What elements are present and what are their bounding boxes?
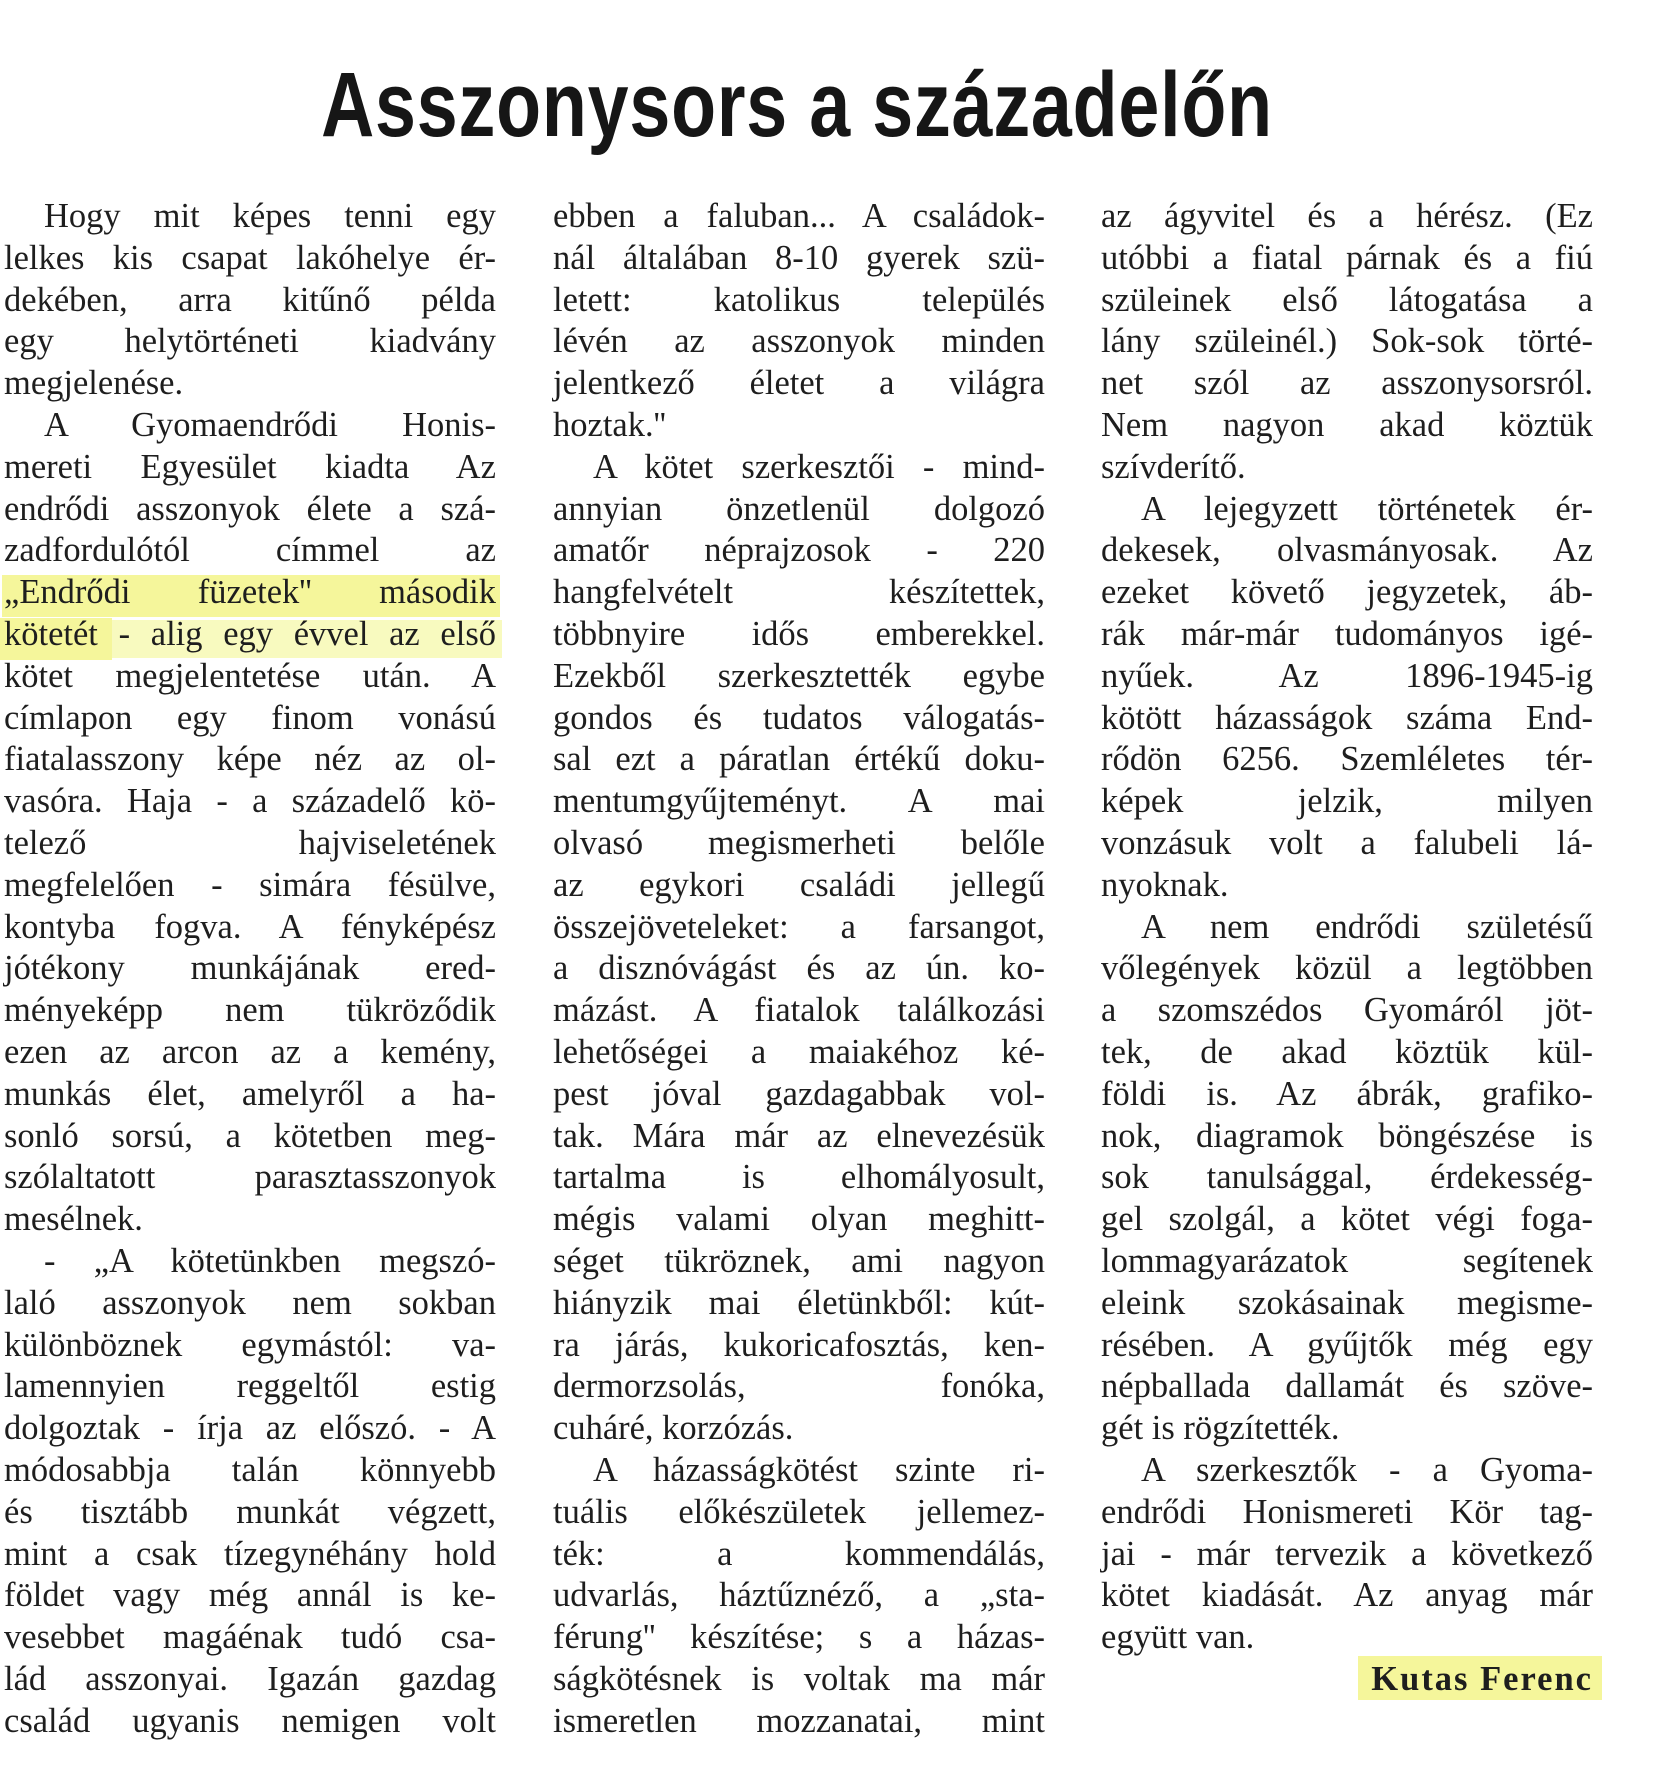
text-line: földi is. Az ábrák, grafiko- <box>1101 1074 1593 1113</box>
text-line: utóbbi a fiatal párnak és a fiú <box>1101 238 1593 277</box>
text-line: kötet kiadását. Az anyag már <box>1101 1576 1593 1615</box>
text-line: összejöveteleket: a farsangot, <box>553 907 1045 946</box>
byline: Kutas Ferenc <box>1371 1659 1593 1698</box>
text-line: - „A kötetünkben megszó- <box>44 1241 496 1280</box>
text-line: az ágyvitel és a hérész. (Ez <box>1101 197 1593 235</box>
text-line: lány szüleinél.) Sok-sok törté- <box>1101 322 1593 361</box>
text-line: kötetét - alig egy évvel az első <box>4 614 496 653</box>
text-line: a disznóvágást és az ún. ko- <box>553 949 1045 988</box>
text-line: vasóra. Haja - a századelő kö- <box>4 782 496 821</box>
text-line: nok, diagramok böngészése is <box>1101 1116 1593 1155</box>
text-line: ságkötésnek is voltak ma már <box>553 1659 1045 1698</box>
text-line: mint a csak tízegynéhány hold <box>4 1534 496 1573</box>
text-line: címlapon egy finom vonású <box>4 698 496 737</box>
text-line: cuháré, korzózás. <box>553 1409 794 1448</box>
text-line: dermorzsolás, fonóka, <box>553 1367 1045 1406</box>
text-line: hoztak.'' <box>553 405 667 444</box>
text-line: ezen az arcon az a kemény, <box>4 1032 496 1071</box>
text-line: lelkes kis csapat lakóhelye ér- <box>4 238 496 277</box>
text-line: lommagyarázatok segítenek <box>1101 1241 1593 1280</box>
text-line: vonzásuk volt a falubeli lá- <box>1101 823 1593 862</box>
text-line: földet vagy még annál is ke- <box>4 1576 496 1615</box>
text-line: pest jóval gazdagabbak vol- <box>553 1074 1045 1113</box>
text-line: nyűek. Az 1896-1945-ig <box>1101 656 1593 695</box>
text-line: ték: a kommendálás, <box>553 1534 1045 1573</box>
text-line: rődön 6256. Szemléletes tér- <box>1101 740 1593 779</box>
text-line: kontyba fogva. A fényképész <box>4 907 496 946</box>
text-line: vőlegények közül a legtöbben <box>1101 949 1593 988</box>
text-line: telező hajviseletének <box>4 823 496 862</box>
article-column-2 <box>553 196 1045 1742</box>
text-line: eleink szokásainak megisme- <box>1101 1283 1593 1322</box>
text-line: A Gyomaendrődi Honis- <box>44 405 496 444</box>
text-line: nál általában 8-10 gyerek szü- <box>553 238 1045 277</box>
text-line: sok tanulsággal, érdekesség- <box>1101 1158 1593 1197</box>
text-line: ebben a faluban... A családok- <box>553 197 1045 235</box>
text-line: gondos és tudatos válogatás- <box>553 698 1045 737</box>
text-line: mentumgyűjteményt. A mai <box>553 782 1045 821</box>
text-line: annyian önzetlenül dolgozó <box>553 489 1045 528</box>
text-line: az egykori családi jellegű <box>553 865 1045 904</box>
text-line: megjelenése. <box>4 364 184 403</box>
text-line: sal ezt a páratlan értékű doku- <box>553 740 1045 779</box>
text-line: laló asszonyok nem sokban <box>4 1283 496 1322</box>
article-column-3 <box>1101 196 1593 1701</box>
text-line: a szomszédos Gyomáról jöt- <box>1101 991 1593 1030</box>
text-line: gét is rögzítették. <box>1101 1409 1340 1448</box>
text-line: Nem nagyon akad köztük <box>1101 405 1593 444</box>
text-line: A házasságkötést szinte ri- <box>593 1450 1045 1489</box>
text-line: ezeket követő jegyzetek, áb- <box>1101 573 1593 612</box>
text-line: kötött házasságok száma End- <box>1101 698 1593 737</box>
text-line: különböznek egymástól: va- <box>4 1325 496 1364</box>
text-line: A nem endrődi születésű <box>1141 907 1593 946</box>
text-line: tartalma is elhomályosult, <box>553 1158 1045 1197</box>
text-line: jai - már tervezik a következő <box>1101 1534 1593 1573</box>
article-column-1 <box>4 196 496 1742</box>
text-line: család ugyanis nemigen volt <box>4 1701 496 1740</box>
text-line: endrődi Honismereti Kör tag- <box>1101 1492 1593 1531</box>
text-line: nyoknak. <box>1101 865 1229 904</box>
text-line: hiányzik mai életünkből: kút- <box>553 1283 1045 1322</box>
text-line: lehetőségei a maiakéhoz ké- <box>553 1032 1045 1071</box>
text-line: képek jelzik, milyen <box>1101 782 1593 821</box>
text-line: lévén az asszonyok minden <box>553 322 1045 361</box>
text-line: lád asszonyai. Igazán gazdag <box>4 1659 496 1698</box>
text-line: ismeretlen mozzanatai, mint <box>553 1701 1045 1740</box>
text-line: mázást. A fiatalok találkozási <box>553 991 1045 1030</box>
text-line: gel szolgál, a kötet végi foga- <box>1101 1200 1593 1239</box>
text-line: szüleinek első látogatása a <box>1101 280 1593 319</box>
text-line: mereti Egyesület kiadta Az <box>4 447 496 486</box>
text-line: férung'' készítése; s a házas- <box>553 1618 1045 1657</box>
text-line: résében. A gyűjtők még egy <box>1101 1325 1593 1364</box>
text-line: tek, de akad köztük kül- <box>1101 1032 1593 1071</box>
text-line: szívderítő. <box>1101 447 1246 486</box>
text-line: rák már-már tudományos igé- <box>1101 614 1593 653</box>
text-line: ményeképp nem tükröződik <box>4 991 496 1030</box>
text-line: tak. Mára már az elnevezésük <box>553 1116 1045 1155</box>
text-line: vesebbet magáénak tudó csa- <box>4 1618 496 1657</box>
text-line: amatőr néprajzosok - 220 <box>553 531 1045 570</box>
text-line: szólaltatott parasztasszonyok <box>4 1158 496 1197</box>
text-line: dekesek, olvasmányosak. Az <box>1101 531 1593 570</box>
text-line: népballada dallamát és szöve- <box>1101 1367 1593 1406</box>
text-line: jelentkező életet a világra <box>553 364 1045 403</box>
text-line: zadfordulótól címmel az <box>4 531 496 570</box>
text-line: ra járás, kukoricafosztás, ken- <box>553 1325 1045 1364</box>
text-line: A szerkesztők - a Gyoma- <box>1141 1450 1593 1489</box>
text-line: dekében, arra kitűnő példa <box>4 280 496 319</box>
text-line: endrődi asszonyok élete a szá- <box>4 489 496 528</box>
text-line: együtt van. <box>1101 1618 1255 1657</box>
text-line: Ezekből szerkesztették egybe <box>553 656 1045 695</box>
text-line: fiatalasszony képe néz az ol- <box>4 740 496 779</box>
text-line: megfelelően - simára fésülve, <box>4 865 496 904</box>
text-line: olvasó megismerheti belőle <box>553 823 1045 862</box>
text-line: tuális előkészületek jellemez- <box>553 1492 1045 1531</box>
text-line: hangfelvételt készítettek, <box>553 573 1045 612</box>
text-line: A lejegyzett történetek ér- <box>1141 489 1593 528</box>
text-line: és tisztább munkát végzett, <box>4 1492 496 1531</box>
text-line: A kötet szerkesztői - mind- <box>593 447 1045 486</box>
text-line: mesélnek. <box>4 1200 143 1239</box>
text-line: mégis valami olyan meghitt- <box>553 1200 1045 1239</box>
text-line: Hogy mit képes tenni egy <box>44 197 496 235</box>
text-line: kötet megjelentetése után. A <box>4 656 496 695</box>
text-line: sonló sorsú, a kötetben meg- <box>4 1116 496 1155</box>
text-line: egy helytörténeti kiadvány <box>4 322 496 361</box>
text-line: lamennyien reggeltől estig <box>4 1367 496 1406</box>
text-line: módosabbja talán könnyebb <box>4 1450 496 1489</box>
text-line: udvarlás, háztűznéző, a „sta- <box>553 1576 1045 1615</box>
text-line: dolgoztak - írja az előszó. - A <box>4 1409 496 1448</box>
text-line: többnyire idős emberekkel. <box>553 614 1045 653</box>
text-line: jótékony munkájának ered- <box>4 949 496 988</box>
text-line: „Endrődi füzetek'' második <box>4 573 496 612</box>
article-title: Asszonysors a századelőn <box>321 54 1273 156</box>
text-line: séget tükröznek, ami nagyon <box>553 1241 1045 1280</box>
text-line: munkás élet, amelyről a ha- <box>4 1074 496 1113</box>
text-line: letett: katolikus település <box>553 280 1045 319</box>
text-line: net szól az asszonysorsról. <box>1101 364 1593 403</box>
